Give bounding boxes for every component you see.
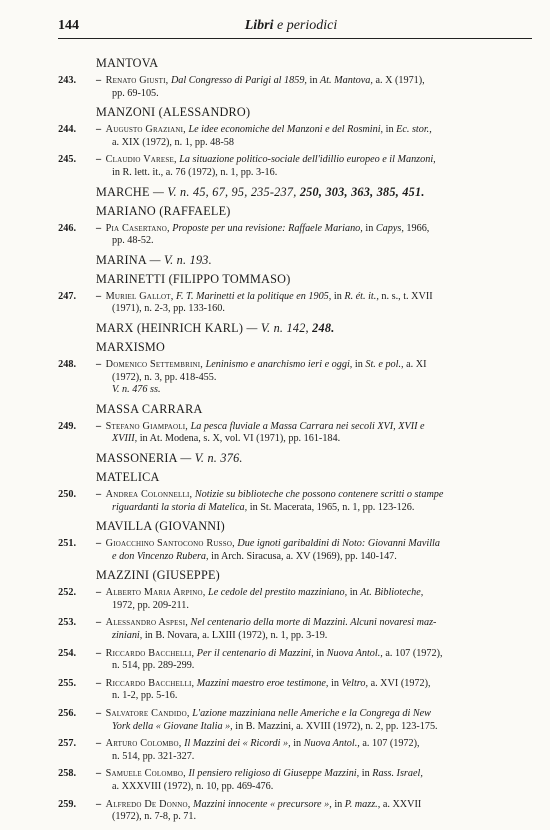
cross-reference-bold: 248. xyxy=(312,320,335,335)
bibliography-entry xyxy=(50,359,532,397)
section xyxy=(50,56,532,100)
bibliography-entry xyxy=(50,768,532,793)
entry-title: Mazzini innocente « precursore », xyxy=(193,798,332,810)
entry-continuation xyxy=(96,721,532,734)
section-heading xyxy=(96,253,532,268)
entry-dash: – xyxy=(96,798,104,810)
entry-author: Augusto Graziani, xyxy=(105,124,186,136)
entry-in: in xyxy=(309,75,318,86)
heading-text: MANZONI (ALESSANDRO) xyxy=(96,105,251,120)
entry-author: Alessandro Aspesi, xyxy=(105,617,188,629)
entry-number: 254. xyxy=(58,647,76,659)
entry-citation: (1971), n. 2-3, pp. 133-160. xyxy=(112,303,225,315)
heading-text: MASSA CARRARA xyxy=(96,401,203,416)
section xyxy=(50,451,532,466)
entry-publication: R. ét. it., xyxy=(344,290,379,302)
section-heading xyxy=(96,470,532,485)
entry-citation: in St. Macerata, 1965, n. 1, pp. 123-126. xyxy=(249,501,415,513)
section-heading xyxy=(96,105,532,120)
entry-title: Notizie su biblioteche che possono contenere scritti o stampe xyxy=(194,488,444,500)
entry-continuation xyxy=(96,433,532,446)
entry-citation: in Arch. Siracusa, a. XV (1969), pp. 140-147. xyxy=(211,550,397,562)
running-head xyxy=(50,18,532,38)
entry-dash: – xyxy=(96,124,104,136)
entry-publication: At. Mantova, xyxy=(320,75,373,86)
entry-author: Claudio Varese, xyxy=(105,154,177,166)
bibliography-entry xyxy=(50,124,532,149)
entry-citation: in B. Novara, a. LXIII (1972), n. 1, pp. 3-19. xyxy=(144,630,328,642)
entry-number: 246. xyxy=(58,222,76,234)
entry-dash: – xyxy=(96,358,104,370)
entry-number: 252. xyxy=(58,587,76,599)
entry-dash: – xyxy=(96,75,104,86)
header-rule xyxy=(58,38,532,39)
entry-in: in xyxy=(349,587,358,599)
section xyxy=(50,105,532,179)
entry-title-continued: ziniani, xyxy=(112,630,143,642)
section-heading xyxy=(96,519,532,534)
entry-citation: pp. 48-52. xyxy=(112,235,154,247)
section-heading xyxy=(96,340,532,355)
bibliography-entry xyxy=(50,799,532,824)
entry-dash: – xyxy=(96,290,104,302)
bibliography-entry xyxy=(50,223,532,248)
section-heading xyxy=(96,451,532,466)
entry-title: Il Mazzini dei « Ricordi », xyxy=(184,738,291,750)
entry-number: 259. xyxy=(58,798,76,810)
entry-number: 256. xyxy=(58,708,76,720)
entry-citation: n. 514, pp. 321-327. xyxy=(112,750,195,762)
entry-in: in xyxy=(365,222,374,234)
entry-details: a. X (1971), xyxy=(375,75,425,86)
bibliography-entry xyxy=(50,678,532,703)
entry-details: a. 107 (1972), xyxy=(362,738,420,750)
entry-citation: n. 514, pp. 289-299. xyxy=(112,660,195,672)
entry-continuation xyxy=(96,751,532,764)
entry-citation: a. XIX (1972), n. 1, pp. 48-58 xyxy=(112,136,234,148)
entry-details: a. 107 (1972), xyxy=(385,647,443,659)
entry-continuation xyxy=(96,372,532,385)
section-heading xyxy=(96,321,532,336)
entry-title: La pesca fluviale a Massa Carrara nei secoli XVI, XVII e xyxy=(190,420,425,432)
entry-author: Arturo Colombo, xyxy=(105,738,182,750)
entry-title-continued: riguardanti la storia di Matelica, xyxy=(112,501,248,513)
entry-title: Dal Congresso di Parigi al 1859, xyxy=(170,75,307,86)
bibliography-entry xyxy=(50,587,532,612)
cross-reference: — V. n. 45, 67, 95, 235-237, xyxy=(152,184,297,199)
entry-in: in xyxy=(333,290,342,302)
entry-publication: Rass. Israel, xyxy=(372,768,423,780)
entry-citation: (1972), n. 7-8, p. 71. xyxy=(112,811,197,823)
entry-continuation xyxy=(96,811,532,824)
entry-author: Riccardo Bacchelli, xyxy=(105,647,195,659)
entry-details: a. XXVII xyxy=(382,798,422,810)
entry-continuation xyxy=(96,235,532,248)
cross-reference: — V. n. 376. xyxy=(180,450,243,465)
entry-continuation xyxy=(96,88,532,101)
entry-citation: (1972), n. 3, pp. 418-455. xyxy=(112,371,217,383)
entry-continuation xyxy=(96,551,532,564)
entry-dash: – xyxy=(96,420,104,432)
section xyxy=(50,568,532,824)
heading-text: MAVILLA (GIOVANNI) xyxy=(96,519,225,534)
entry-number: 243. xyxy=(58,75,76,86)
bibliography-entry xyxy=(50,708,532,733)
entry-author: Andrea Colonnelli, xyxy=(105,488,193,500)
cross-reference-bold: 250, 303, 363, 385, 451. xyxy=(299,184,425,199)
entry-number: 250. xyxy=(58,488,76,500)
entry-citation: in At. Modena, s. X, vol. VI (1971), pp. 161-184. xyxy=(139,433,341,445)
entry-continuation xyxy=(96,167,532,180)
entry-title-continued: XVIII, xyxy=(112,433,138,445)
bibliography-body xyxy=(50,56,532,824)
entry-number: 255. xyxy=(58,677,76,689)
entry-title: Nel centenario della morte di Mazzini. Alcuni novaresi maz- xyxy=(190,617,437,629)
entry-citation: a. XXXVIII (1972), n. 10, pp. 469-476. xyxy=(112,781,274,792)
entry-citation: n. 1-2, pp. 5-16. xyxy=(112,690,178,702)
entry-publication: Nuova Antol., xyxy=(303,738,360,750)
entry-details: a. XI xyxy=(406,358,427,370)
entry-dash: – xyxy=(96,708,104,720)
section xyxy=(50,253,532,268)
entry-number: 257. xyxy=(58,738,76,750)
bibliography-entry xyxy=(50,489,532,514)
entry-author: Pia Casertano, xyxy=(105,222,170,234)
entry-dash: – xyxy=(96,617,104,629)
entry-title: La situazione politico-sociale dell'idillio europeo e il Manzoni, xyxy=(179,154,436,166)
entry-publication: St. e pol., xyxy=(365,358,404,370)
entry-in: in xyxy=(293,738,302,750)
entry-title: Proposte per una revisione: Raffaele Mariano, xyxy=(172,222,363,234)
entry-number: 251. xyxy=(58,538,76,550)
section xyxy=(50,321,532,336)
section xyxy=(50,470,532,514)
heading-text: MANTOVA xyxy=(96,56,159,70)
entry-title: Due ignoti garibaldini di Noto: Giovanni Mavilla xyxy=(237,538,440,550)
entry-number: 248. xyxy=(58,358,76,370)
entry-author: Salvatore Candido, xyxy=(105,708,190,720)
entry-continuation xyxy=(96,781,532,794)
entry-title: Mazzini maestro eroe testimone, xyxy=(196,677,329,689)
entry-author: Samuele Colombo, xyxy=(105,768,186,780)
bibliography-entry xyxy=(50,421,532,446)
section xyxy=(50,272,532,316)
entry-number: 258. xyxy=(58,768,76,780)
entry-in: in xyxy=(316,647,325,659)
entry-number: 247. xyxy=(58,290,76,302)
cross-reference: — V. n. 193. xyxy=(149,252,212,267)
heading-text: MARINETTI (FILIPPO TOMMASO) xyxy=(96,271,291,286)
section xyxy=(50,402,532,446)
entry-in: in xyxy=(385,124,394,136)
section-heading xyxy=(96,272,532,287)
entry-dash: – xyxy=(96,587,104,599)
heading-text: MARINA xyxy=(96,252,147,267)
section xyxy=(50,204,532,248)
entry-title: F. T. Marinetti et la politique en 1905, xyxy=(176,290,332,302)
entry-dash: – xyxy=(96,738,104,750)
entry-continuation xyxy=(96,660,532,673)
entry-in: in xyxy=(331,677,339,689)
entry-continuation xyxy=(96,303,532,316)
bibliography-entry xyxy=(50,648,532,673)
entry-citation: pp. 69-105. xyxy=(112,87,159,99)
entry-dash: – xyxy=(96,222,104,234)
entry-in: in xyxy=(354,358,363,370)
entry-publication: Veltro, xyxy=(341,677,369,689)
entry-citation: in R. lett. it., a. 76 (1972), n. 1, pp. 3-16. xyxy=(112,166,278,178)
running-title-bold: Libri xyxy=(244,18,274,33)
section xyxy=(50,340,532,397)
entry-title-continued: e don Vincenzo Rubera, xyxy=(112,550,209,562)
entry-dash: – xyxy=(96,538,104,550)
entry-dash: – xyxy=(96,647,104,659)
entry-dash: – xyxy=(96,154,104,166)
entry-number: 245. xyxy=(58,154,76,166)
heading-text: MAZZINI (GIUSEPPE) xyxy=(96,568,220,583)
bibliography-entry xyxy=(50,75,532,100)
bibliography-entry xyxy=(50,154,532,179)
entry-author: Domenico Settembrini, xyxy=(105,358,204,370)
section xyxy=(50,185,532,200)
bibliography-entry xyxy=(50,538,532,563)
entry-title: Le idee economiche del Manzoni e del Rosmini, xyxy=(188,124,384,136)
entry-see-also: V. n. 476 ss. xyxy=(112,384,161,396)
entry-number: 244. xyxy=(58,124,76,136)
heading-text: MARX (HEINRICH KARL) xyxy=(96,320,244,335)
entry-author: Alberto Maria Arpino, xyxy=(105,587,206,599)
section xyxy=(50,519,532,563)
section-heading xyxy=(96,402,532,417)
entry-publication: At. Biblioteche, xyxy=(360,587,424,599)
entry-publication: Ec. stor., xyxy=(396,124,432,136)
entry-continuation xyxy=(96,137,532,150)
cross-reference: — V. n. 142, xyxy=(246,320,309,335)
heading-text: MARIANO (RAFFAELE) xyxy=(96,203,231,218)
entry-dash: – xyxy=(96,768,104,780)
entry-publication: P. mazz., xyxy=(344,798,381,810)
entry-title: L'azione mazziniana nelle Americhe e la Congrega di New xyxy=(192,708,431,720)
entry-dash: – xyxy=(96,488,104,500)
bibliography-entry xyxy=(50,738,532,763)
heading-text: MASSONERIA xyxy=(96,450,178,465)
heading-text: MARCHE xyxy=(96,184,150,199)
entry-number: 253. xyxy=(58,617,76,629)
entry-in: in xyxy=(361,768,370,780)
entry-title: Il pensiero religioso di Giuseppe Mazzini, xyxy=(188,768,360,780)
heading-text: MARXISMO xyxy=(96,339,166,354)
entry-continuation xyxy=(96,502,532,515)
entry-author: Riccardo Bacchelli, xyxy=(105,677,195,689)
entry-continuation xyxy=(96,690,532,703)
running-title xyxy=(50,18,532,34)
entry-author: Muriel Gallot, xyxy=(105,290,174,302)
entry-title-continued: York della « Giovane Italia », xyxy=(112,720,233,732)
entry-details: 1966, xyxy=(406,222,430,234)
bibliography-entry xyxy=(50,617,532,642)
entry-author: Renato Giusti, xyxy=(105,75,169,86)
page-number: 144 xyxy=(58,18,79,33)
entry-citation: in B. Mazzini, a. XVIII (1972), n. 2, pp. 123-175. xyxy=(235,720,438,732)
entry-continuation xyxy=(96,600,532,613)
entry-details: a. XVI (1972), xyxy=(370,677,431,689)
running-title-rest: e periodici xyxy=(277,18,338,33)
heading-text: MATELICA xyxy=(96,469,160,484)
entry-in: in xyxy=(334,798,343,810)
entry-title: Le cedole del prestito mazziniano, xyxy=(208,587,348,599)
section-heading xyxy=(96,185,532,200)
entry-publication: Capys, xyxy=(375,222,404,234)
section-heading xyxy=(96,568,532,583)
entry-details: n. s., t. XVII xyxy=(381,290,433,302)
entry-number: 249. xyxy=(58,420,76,432)
entry-author: Alfredo De Donno, xyxy=(105,798,191,810)
section-heading xyxy=(96,56,532,71)
entry-dash: – xyxy=(96,677,104,689)
entry-author: Stefano Giampaoli, xyxy=(105,420,189,432)
entry-citation: 1972, pp. 209-211. xyxy=(112,599,189,611)
bibliography-entry xyxy=(50,291,532,316)
entry-title: Leninismo e anarchismo ieri e oggi, xyxy=(205,358,353,370)
entry-publication: Nuova Antol., xyxy=(326,647,383,659)
entry-title: Per il centenario di Mazzini, xyxy=(196,647,314,659)
section-heading xyxy=(96,204,532,219)
entry-continuation xyxy=(96,630,532,643)
entry-author: Gioacchino Santocono Russo, xyxy=(105,538,235,550)
